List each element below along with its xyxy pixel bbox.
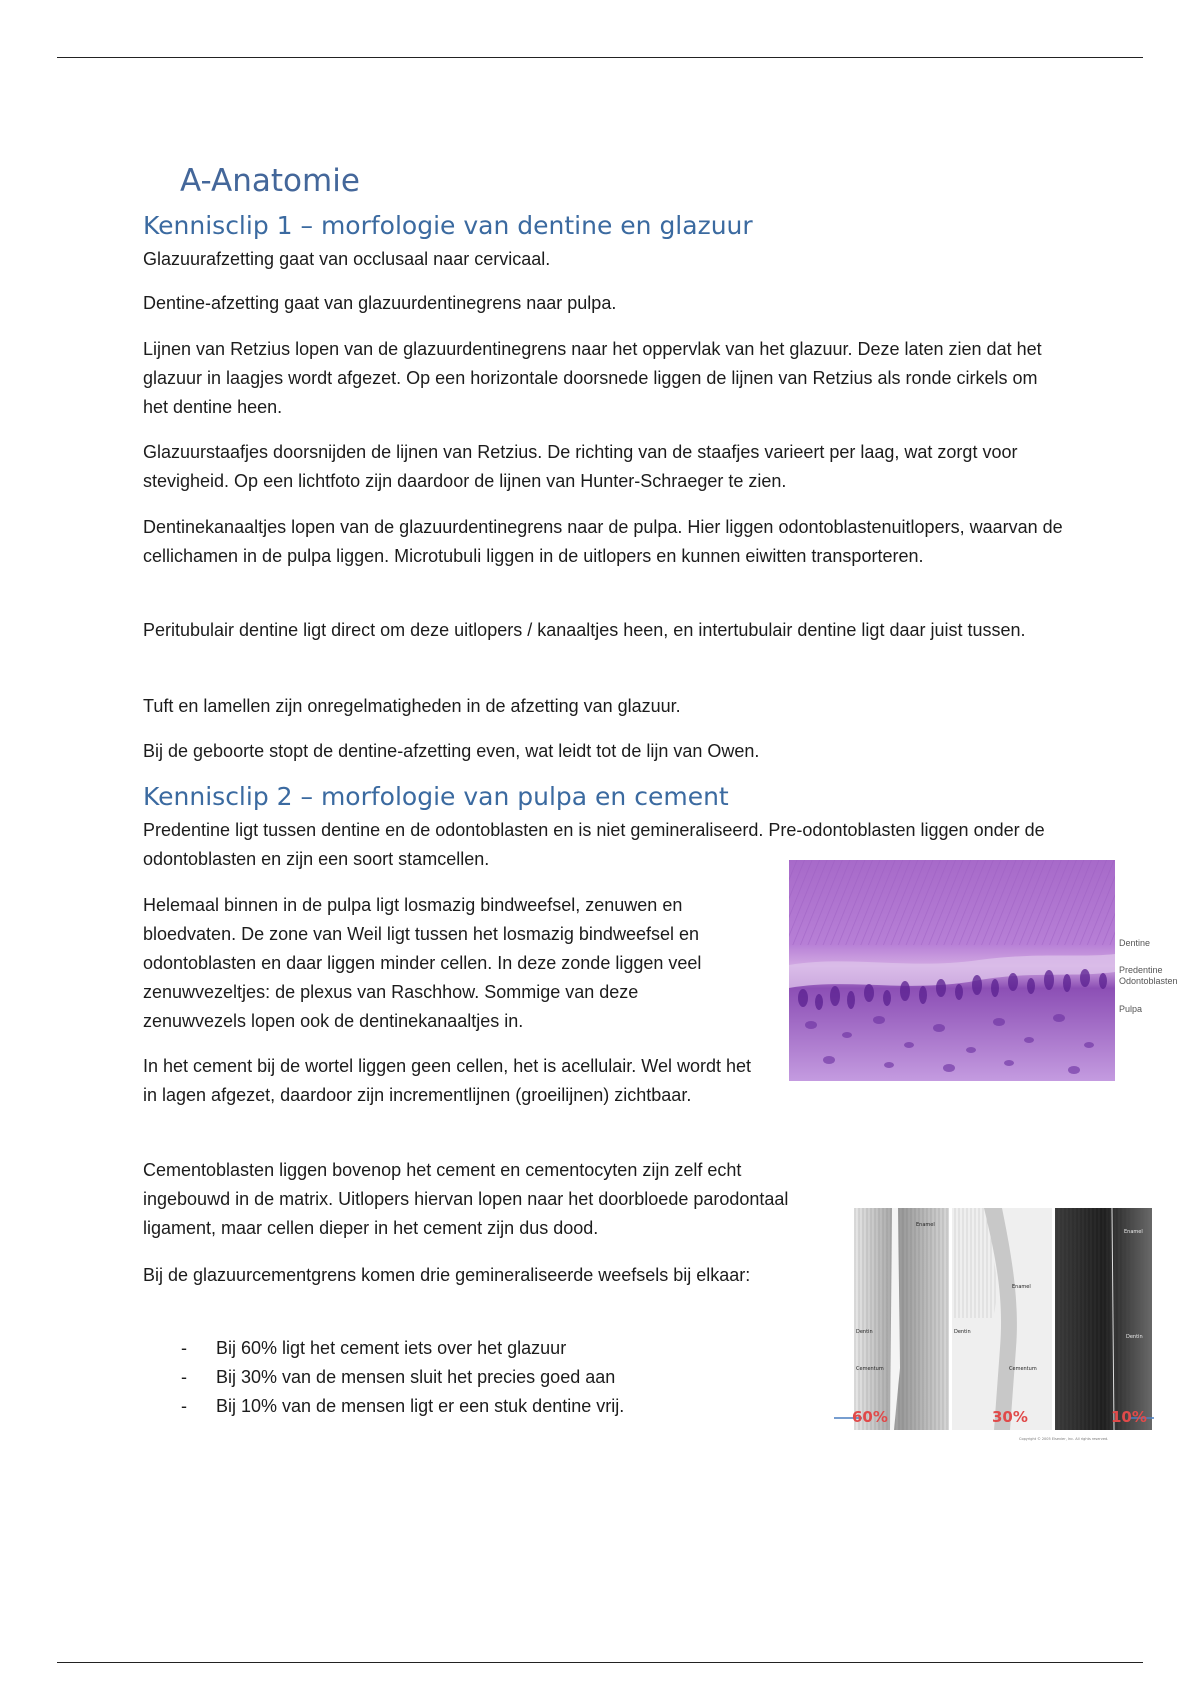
tooth-label: Dentin xyxy=(1126,1334,1143,1340)
copyright-text: Copyright © 2005 Elsevier, Inc. All rights reserved. xyxy=(1019,1437,1109,1441)
cej-sections-image xyxy=(834,1208,1154,1443)
tooth-label: Dentin xyxy=(954,1329,971,1335)
footer-rule xyxy=(57,1662,1143,1663)
paragraph: Predentine ligt tussen dentine en de odontoblasten en is niet gemineraliseerd. Pre-odontoblasten liggen onder de odontoblasten en zijn een soort stamcellen. xyxy=(143,820,1045,869)
tooth-label: Cementum xyxy=(856,1366,884,1372)
percent-label: 30% xyxy=(992,1408,1028,1426)
pulp-histology-image xyxy=(789,860,1115,1081)
paragraph: Lijnen van Retzius lopen van de glazuurdentinegrens naar het oppervlak van het glazuur. Deze laten zien dat het glazuur in laagjes wordt afgezet. Op een horizontale doorsnede liggen de lijnen van Retzius als ronde cirkels om het dentine heen. xyxy=(143,339,1042,417)
paragraph: Cementoblasten liggen bovenop het cement en cementocyten zijn zelf echt ingebouwd in de matrix. Uitlopers hiervan lopen naar het doorbloede parodontaal ligament, maar cellen dieper in het cement zijn dus dood. xyxy=(143,1160,789,1238)
tooth-label: Cementum xyxy=(1009,1366,1037,1372)
figure-label-pulpa: Pulpa xyxy=(1119,1004,1143,1014)
percent-label: 10% xyxy=(1111,1408,1147,1426)
header-rule xyxy=(57,57,1143,58)
paragraph: Dentinekanaaltjes lopen van de glazuurdentinegrens naar de pulpa. Hier liggen odontoblastenuitlopers, waarvan de cellichamen in de pulpa liggen. Microtubuli liggen in de uitlopers en kunnen eiwitten transporteren. xyxy=(143,517,1063,566)
bullet-list xyxy=(143,1334,624,1421)
percent-label: 60% xyxy=(852,1408,888,1426)
paragraph: Helemaal binnen in de pulpa ligt losmazig bindweefsel, zenuwen en bloedvaten. De zone van Weil ligt tussen het losmazig bindweefsel en odontoblasten en daar liggen minder cellen. In deze zonde liggen veel zenuwvezeltjes: de plexus van Raschhow. Sommige van deze zenuwvezels lopen ook de dentinekanaaltjes in. xyxy=(143,895,702,1031)
list-item: - Bij 30% van de mensen sluit het precies goed aan xyxy=(181,1367,616,1387)
figure-label-predentine: Predentine xyxy=(1119,965,1163,975)
figure-label-odontoblasten: Odontoblasten xyxy=(1119,976,1178,986)
list-item: - Bij 60% ligt het cement iets over het glazuur xyxy=(181,1338,567,1358)
list-item: - Bij 10% van de mensen ligt er een stuk dentine vrij. xyxy=(181,1396,625,1416)
tooth-label: Dentin xyxy=(856,1329,873,1335)
paragraph: Dentine-afzetting gaat van glazuurdentinegrens naar pulpa. xyxy=(143,293,617,313)
figure-label-dentine: Dentine xyxy=(1119,938,1151,948)
paragraph: Bij de glazuurcementgrens komen drie gemineraliseerde weefsels bij elkaar: xyxy=(143,1265,751,1285)
tooth-label: Enamel xyxy=(1124,1229,1143,1235)
paragraph: Peritubulair dentine ligt direct om deze uitlopers / kanaaltjes heen, en intertubulair dentine ligt daar juist tussen. xyxy=(143,620,1026,640)
paragraph: Tuft en lamellen zijn onregelmatigheden in de afzetting van glazuur. xyxy=(143,696,681,716)
section-heading-2: Kennisclip 2 – morfologie van pulpa en cement xyxy=(143,782,729,811)
paragraph: Bij de geboorte stopt de dentine-afzetting even, wat leidt tot de lijn van Owen. xyxy=(143,741,760,761)
paragraph: In het cement bij de wortel liggen geen cellen, het is acellulair. Wel wordt het in lagen afgezet, daardoor zijn incrementlijnen (groeilijnen) zichtbaar. xyxy=(143,1056,752,1105)
tooth-label: Enamel xyxy=(1012,1284,1031,1290)
tooth-label: Enamel xyxy=(916,1222,935,1228)
paragraph: Glazuurstaafjes doorsnijden de lijnen van Retzius. De richting van de staafjes varieert per laag, wat zorgt voor stevigheid. Op een lichtfoto zijn daardoor de lijnen van Hunter-Schraeger te zien. xyxy=(143,442,1018,491)
section-heading-1: Kennisclip 1 – morfologie van dentine en glazuur xyxy=(143,211,753,240)
page-title: A-Anatomie xyxy=(180,163,360,199)
paragraph: Glazuurafzetting gaat van occlusaal naar cervicaal. xyxy=(143,249,551,269)
